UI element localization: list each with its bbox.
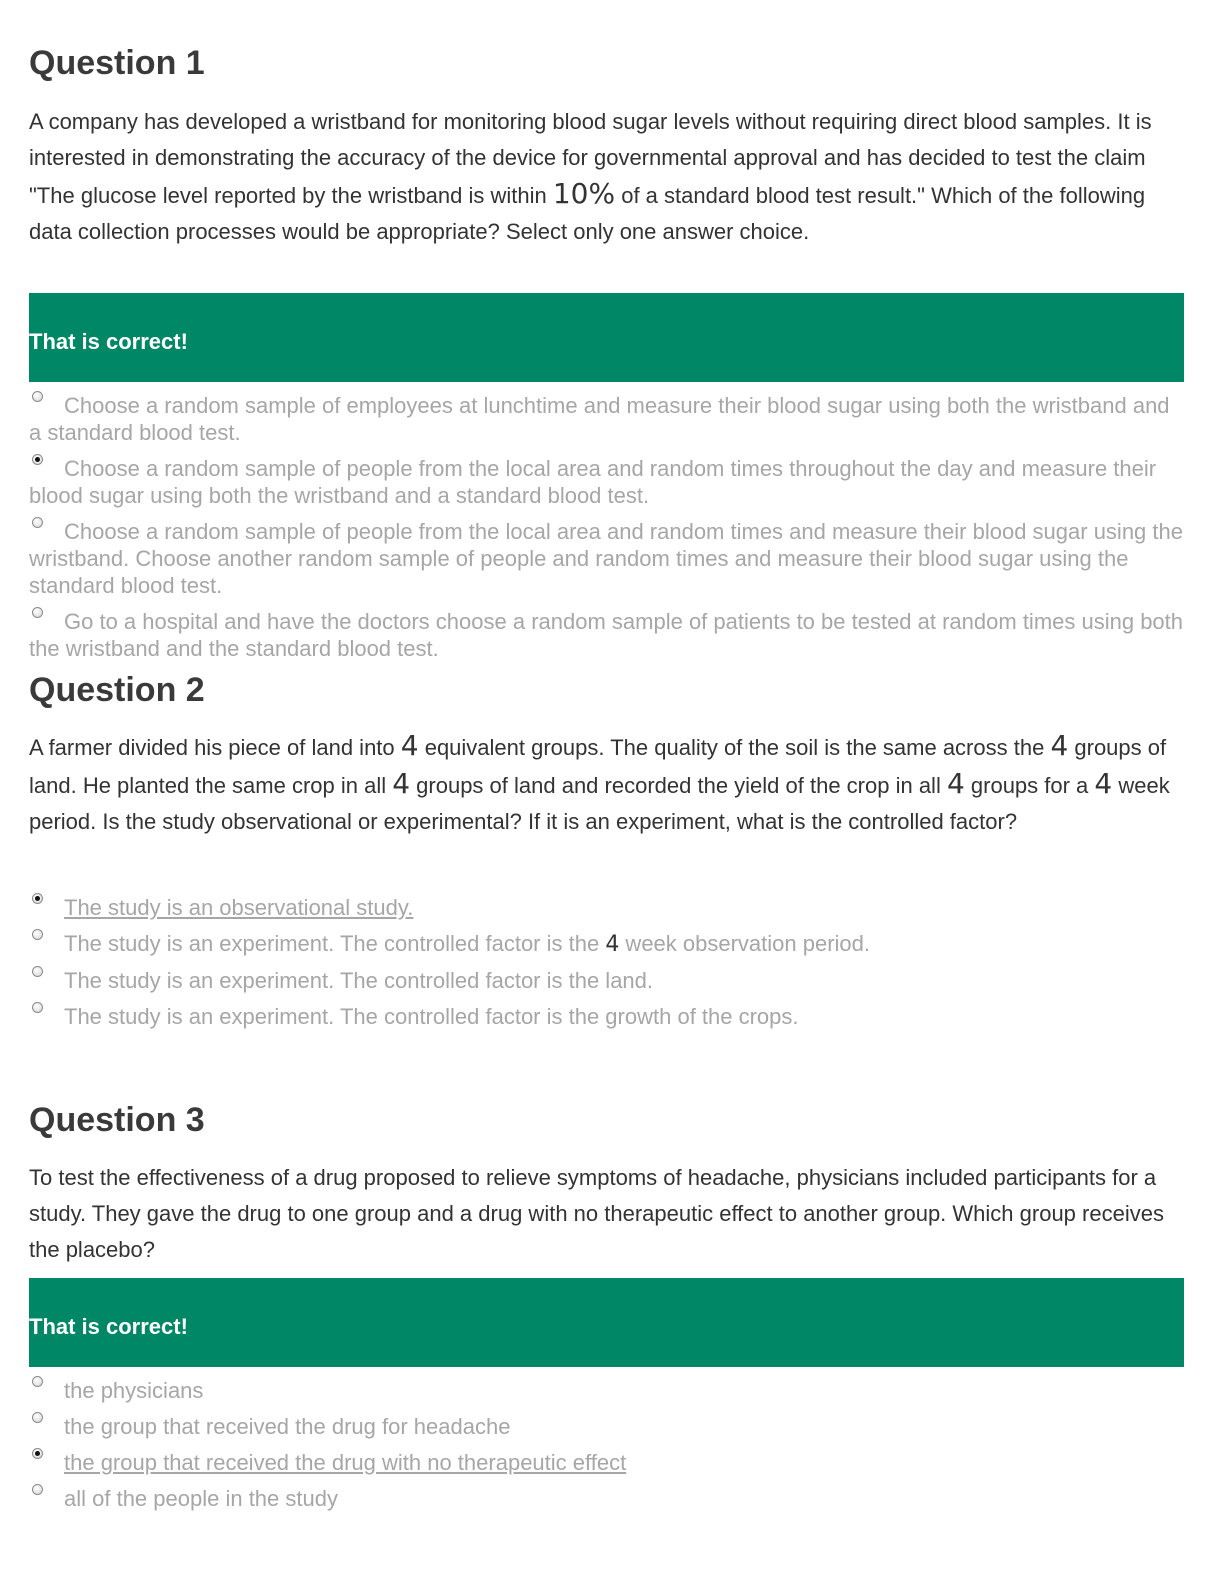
radio-button-selected[interactable]: [32, 893, 43, 904]
option-label: The study is an observational study.: [64, 895, 414, 920]
question-2-math-number: 4: [1050, 729, 1069, 762]
question-1-options: [29, 392, 1184, 662]
question-2-text: [29, 728, 1184, 840]
radio-button-selected[interactable]: [32, 1448, 43, 1459]
option-label: The study is an experiment. The controlled factor is the growth of the crops.: [64, 1004, 799, 1029]
radio-button-selected[interactable]: [32, 454, 43, 465]
question-1-text-part: A company has developed a wristband for monitoring blood sugar levels without requiring direct blood samples. It is interested in demonstrating the accuracy of the device for governmental approval and has decided to test the claim "The glucose level reported by the wristband is within: [29, 109, 1152, 208]
question-2-text-part: week period. Is the study observational or experimental? If it is an experiment, what is the controlled factor?: [29, 773, 1170, 834]
question-2-text-part: groups of land. He planted the same crop in all: [29, 735, 1167, 798]
feedback-notch: [29, 382, 64, 384]
question-2-math-number: 4: [946, 767, 965, 800]
radio-button[interactable]: [32, 1376, 43, 1387]
option-item[interactable]: [29, 1377, 1184, 1404]
radio-button[interactable]: [32, 929, 43, 940]
option-item[interactable]: [29, 894, 1184, 921]
question-1-math-percent: 10%: [552, 177, 616, 210]
question-2-options: [29, 894, 1184, 1030]
radio-button[interactable]: [32, 1484, 43, 1495]
option-item[interactable]: [29, 518, 1184, 599]
feedback-text: That is correct!: [29, 329, 188, 354]
option-label: Choose a random sample of people from the local area and random times and measure their blood sugar using the wristband. Choose another random sample of people and random times and measure their blood sugar using the standard blood test.: [29, 519, 1183, 598]
radio-button[interactable]: [32, 1002, 43, 1013]
question-3-title: Question 3: [29, 1101, 205, 1139]
radio-button[interactable]: [32, 607, 43, 618]
question-2-math-number: 4: [392, 767, 411, 800]
question-3-text: To test the effectiveness of a drug proposed to relieve symptoms of headache, physicians included participants for a study. They gave the drug to one group and a drug with no therapeutic effect to another group. Which group receives the placebo?: [29, 1165, 1164, 1262]
option-label-part: The study is an experiment. The controlled factor is the: [64, 931, 606, 956]
option-item[interactable]: [29, 1003, 1184, 1030]
option-label: [29, 931, 870, 956]
question-2-math-number: 4: [1094, 767, 1113, 800]
feedback-text: That is correct!: [29, 1314, 188, 1339]
option-item[interactable]: [29, 1485, 1184, 1512]
option-label: Choose a random sample of employees at lunchtime and measure their blood sugar using both the wristband and a standard blood test.: [29, 393, 1170, 445]
option-label: the group that received the drug for headache: [64, 1414, 511, 1439]
option-label: Go to a hospital and have the doctors choose a random sample of patients to be tested at random times using both the wristband and the standard blood test.: [29, 609, 1184, 661]
question-2-title: Question 2: [29, 671, 205, 709]
feedback-notch: [29, 1367, 64, 1369]
question-3-feedback-banner: [29, 1278, 1184, 1367]
radio-button[interactable]: [32, 391, 43, 402]
option-label: Choose a random sample of people from the local area and random times throughout the day and measure their blood sugar using both the wristband and a standard blood test.: [29, 456, 1157, 508]
option-label-part: week observation period.: [619, 931, 871, 956]
question-3-options: [29, 1377, 1184, 1512]
question-2-math-number: 4: [400, 729, 419, 762]
option-item[interactable]: [29, 967, 1184, 994]
question-1-text: [29, 104, 1184, 250]
radio-button[interactable]: [32, 1412, 43, 1423]
question-1-feedback-banner: [29, 293, 1184, 382]
option-item[interactable]: [29, 930, 1184, 958]
option-label: The study is an experiment. The controlled factor is the land.: [64, 968, 654, 993]
option-item[interactable]: [29, 1449, 1184, 1476]
question-2-text-part: groups for a: [964, 773, 1095, 798]
radio-button[interactable]: [32, 966, 43, 977]
option-label: the physicians: [64, 1378, 204, 1403]
question-2-text-part: groups of land and recorded the yield of the crop in all: [410, 773, 947, 798]
question-1-text-part: of a standard blood test result." Which of the following data collection processes would be appropriate? Select only one answer choice.: [29, 183, 1146, 244]
question-2-text-part: A farmer divided his piece of land into: [29, 735, 401, 760]
radio-button[interactable]: [32, 517, 43, 528]
question-2-text-part: equivalent groups. The quality of the soil is the same across the: [418, 735, 1051, 760]
question-1-title: Question 1: [29, 44, 205, 82]
option-item[interactable]: [29, 392, 1184, 446]
option-item[interactable]: [29, 1413, 1184, 1440]
option-math-number: 4: [605, 932, 620, 957]
option-label: the group that received the drug with no therapeutic effect: [64, 1450, 627, 1475]
option-item[interactable]: [29, 455, 1184, 509]
option-label: all of the people in the study: [64, 1486, 338, 1511]
option-item[interactable]: [29, 608, 1184, 662]
